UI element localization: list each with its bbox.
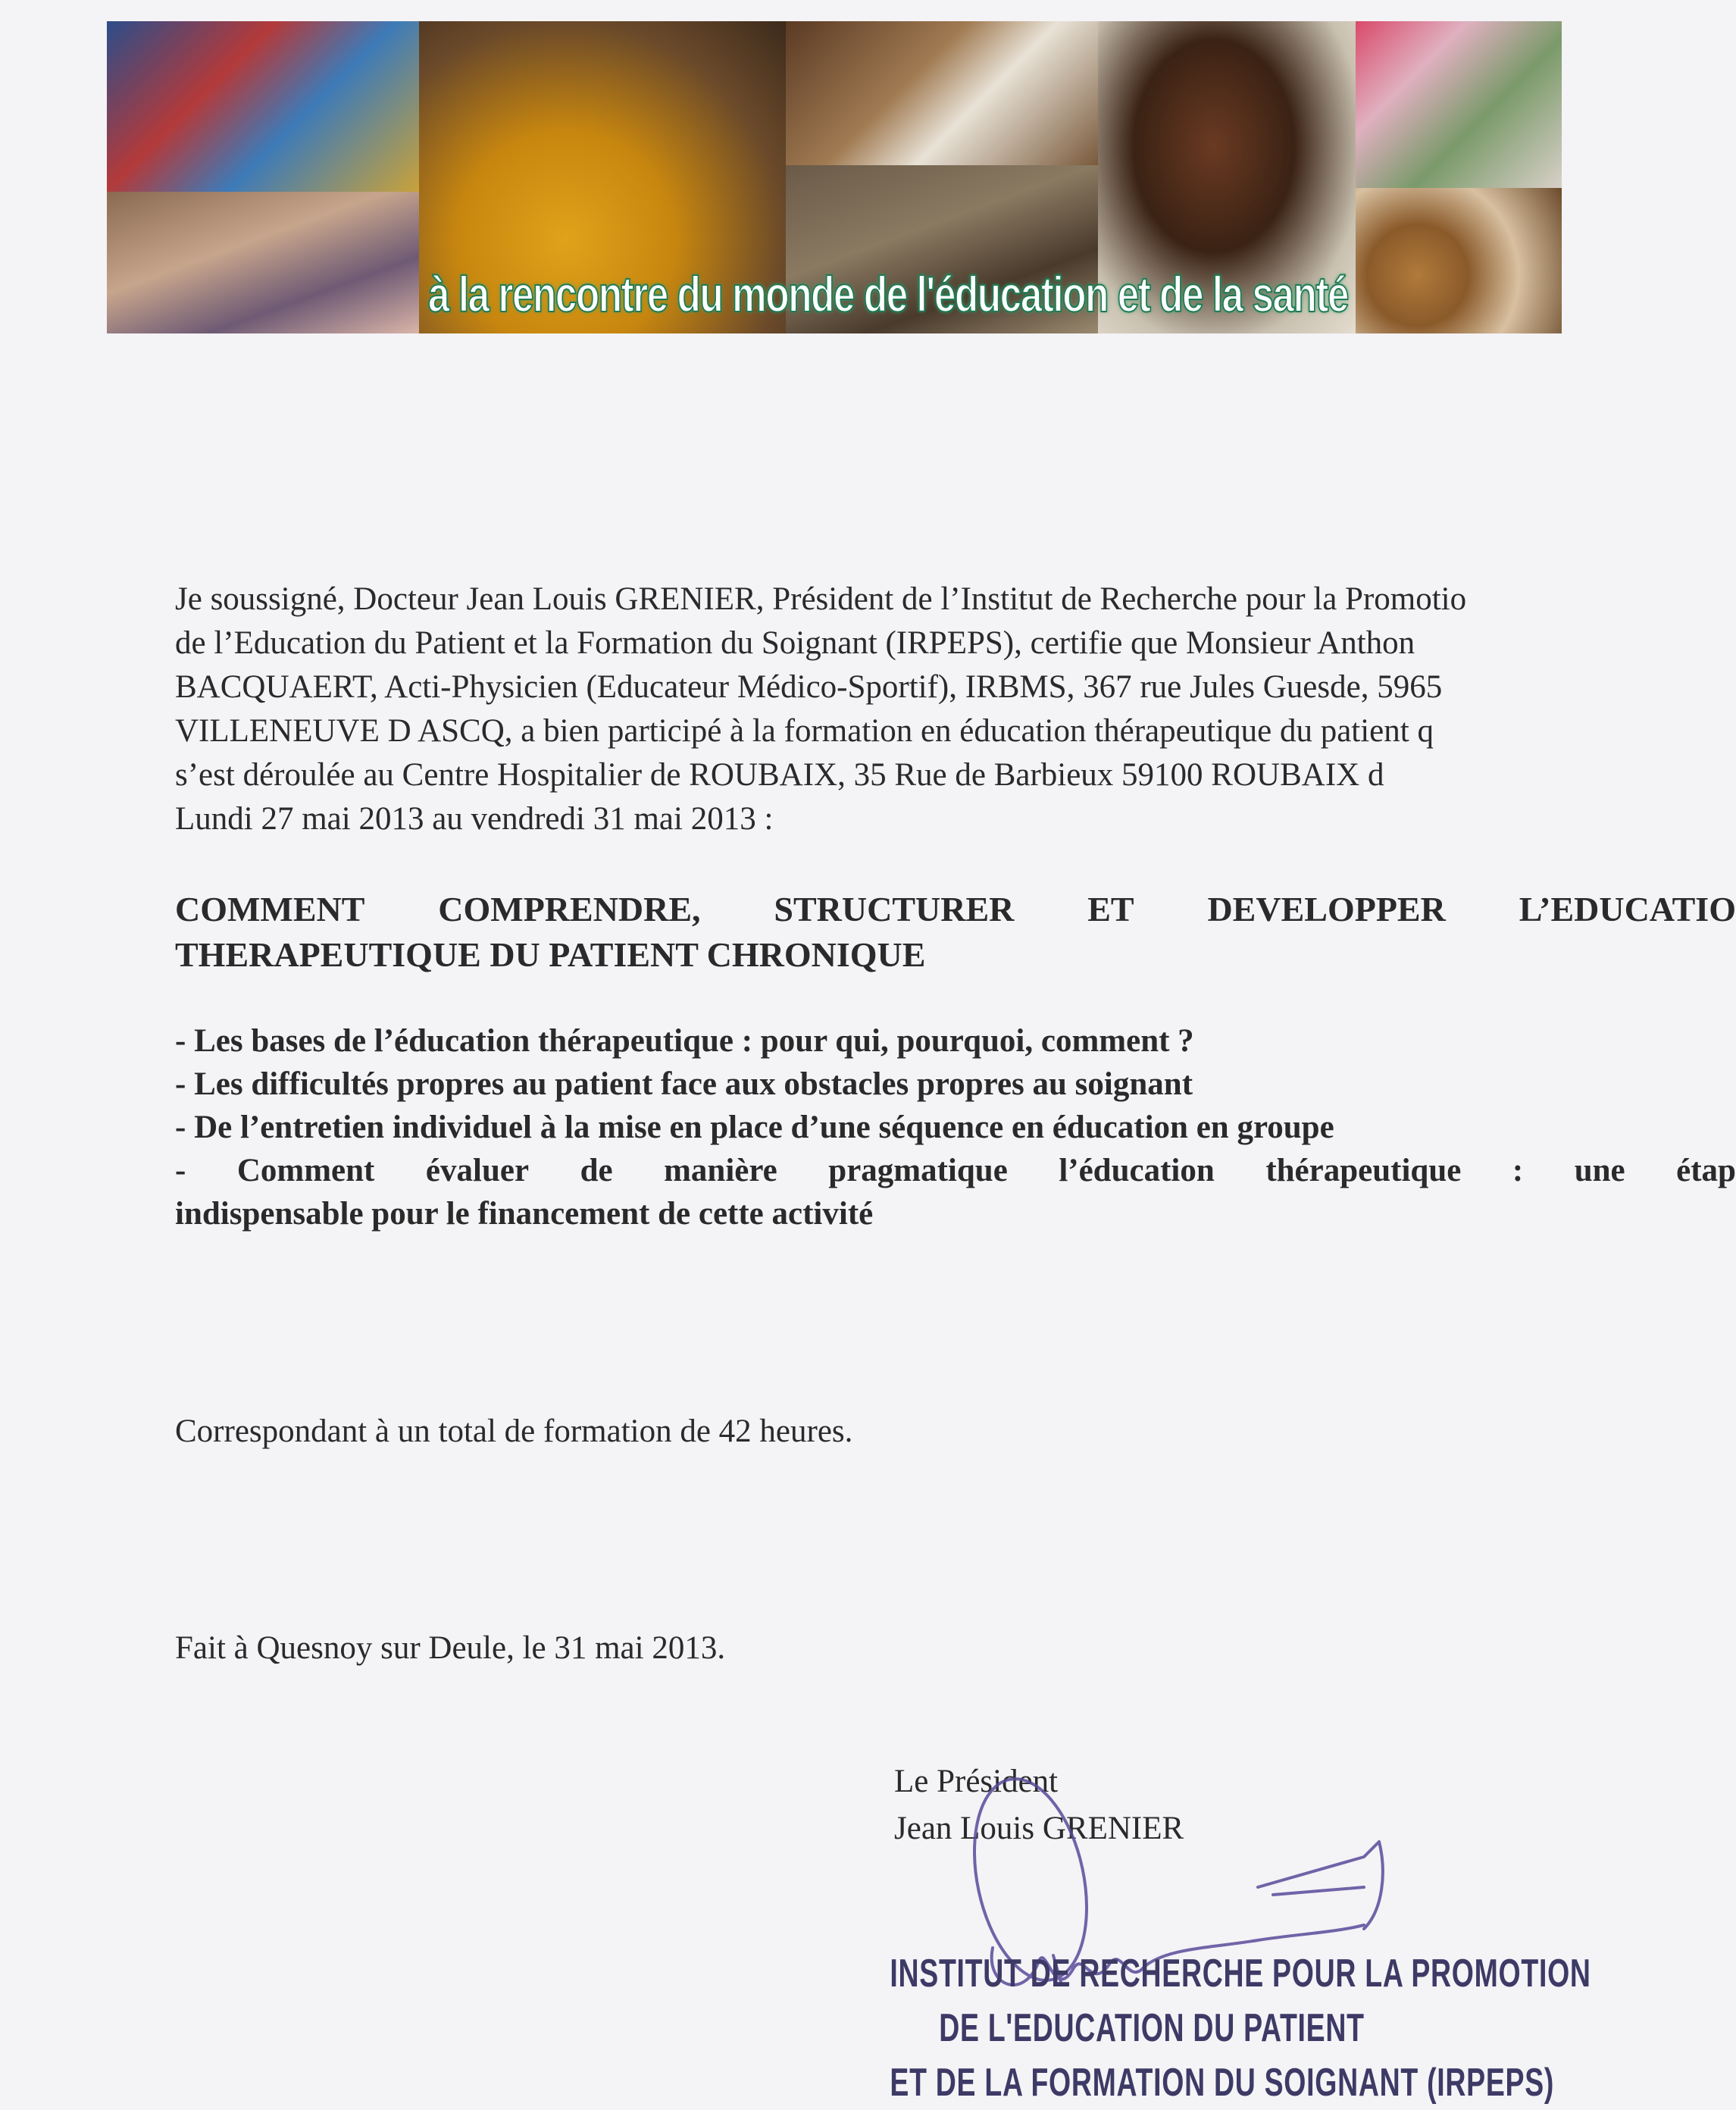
topic-item: - Les bases de l’éducation thérapeutique : pour qui, pourquoi, comment ? bbox=[175, 1023, 1194, 1059]
photo-tile-musicians bbox=[107, 21, 419, 192]
stamp-line: DE L'EDUCATION DU PATIENT bbox=[939, 2006, 1365, 2050]
stamp-line: ET DE LA FORMATION DU SOIGNANT (IRPEPS) bbox=[890, 2061, 1555, 2105]
paragraph-line: de l’Education du Patient et la Formation du Soignant (IRPEPS), certifie que Monsieur Anthon bbox=[175, 625, 1415, 661]
title-word: DEVELOPPER bbox=[1207, 890, 1446, 928]
paragraph-line: BACQUAERT, Acti-Physicien (Educateur Médico-Sportif), IRBMS, 367 rue Jules Guesde, 5965 bbox=[175, 669, 1443, 705]
topic-word: - bbox=[175, 1153, 186, 1188]
topic-word: : bbox=[1512, 1153, 1524, 1188]
photo-tile-children bbox=[1356, 21, 1562, 188]
topic-word: de bbox=[580, 1153, 613, 1188]
training-title-line-2: THERAPEUTIQUE DU PATIENT CHRONIQUE bbox=[175, 935, 926, 974]
photo-tile-family bbox=[107, 192, 419, 333]
photo-tile-priest bbox=[786, 21, 1098, 165]
signatory-role: Le Président bbox=[894, 1764, 1059, 1799]
training-title-line-1 bbox=[175, 887, 1736, 932]
topic-word: Comment bbox=[236, 1153, 375, 1188]
title-word: STRUCTURER bbox=[774, 890, 1015, 928]
certificate-paragraph bbox=[175, 578, 1466, 841]
topic-word: thérapeutique bbox=[1265, 1153, 1462, 1188]
topic-word: l’éducation bbox=[1059, 1153, 1215, 1188]
title-word: L’EDUCATIO bbox=[1519, 890, 1736, 928]
topic-item: - De l’entretien individuel à la mise en place d’une séquence en éducation en groupe bbox=[175, 1110, 1334, 1145]
title-word: COMMENT bbox=[175, 890, 365, 928]
paragraph-line: s’est déroulée au Centre Hospitalier de ROUBAIX, 35 Rue de Barbieux 59100 ROUBAIX d bbox=[175, 757, 1384, 793]
paragraph-line: VILLENEUVE D ASCQ, a bien participé à la formation en éducation thérapeutique du patient q bbox=[175, 713, 1434, 749]
signatory-name: Jean Louis GRENIER bbox=[894, 1811, 1184, 1846]
topic-item: - Les difficultés propres au patient face aux obstacles propres au soignant bbox=[175, 1066, 1193, 1102]
institution-stamp bbox=[788, 1946, 1591, 2110]
total-hours: Correspondant à un total de formation de 42 heures. bbox=[175, 1413, 853, 1449]
training-title bbox=[175, 887, 1736, 978]
title-word: ET bbox=[1087, 890, 1134, 928]
topic-item-4-line-1 bbox=[175, 1149, 1736, 1192]
topic-word: étap bbox=[1676, 1153, 1736, 1188]
title-word: COMPRENDRE, bbox=[438, 890, 701, 928]
paragraph-line: Lundi 27 mai 2013 au vendredi 31 mai 2013 : bbox=[175, 801, 774, 837]
topic-word: une bbox=[1574, 1153, 1625, 1188]
topic-word: manière bbox=[664, 1153, 777, 1188]
topic-word: évaluer bbox=[425, 1153, 530, 1188]
topic-item-4-line-2: indispensable pour le financement de cette activité bbox=[175, 1196, 874, 1232]
banner-tagline: à la rencontre du monde de l'éducation et de la santé bbox=[428, 266, 1349, 322]
stamp-line: INSTITUT DE RECHERCHE POUR LA PROMOTION bbox=[890, 1952, 1591, 1996]
photo-tile-grain-sacks bbox=[1356, 188, 1562, 333]
place-date: Fait à Quesnoy sur Deule, le 31 mai 2013. bbox=[175, 1630, 726, 1666]
training-topics bbox=[175, 1019, 1736, 1235]
paragraph-line: Je soussigné, Docteur Jean Louis GRENIER, Président de l’Institut de Recherche pour la Promotio bbox=[175, 581, 1467, 617]
header-banner bbox=[107, 21, 1562, 333]
topic-word: pragmatique bbox=[828, 1153, 1008, 1188]
